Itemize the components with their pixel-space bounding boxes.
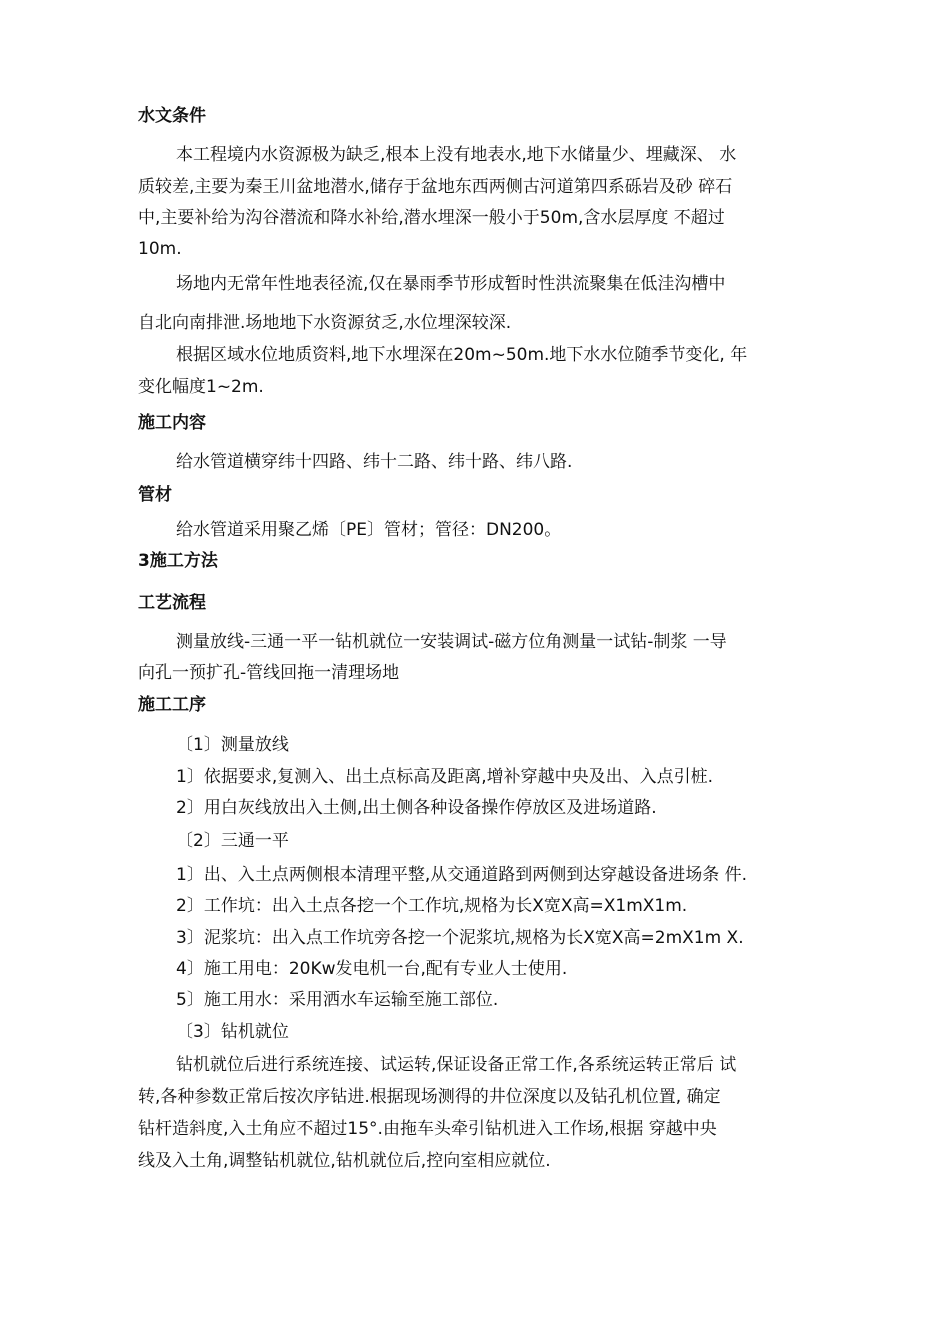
heading-pipe-material: 管材	[138, 485, 172, 505]
paragraph-line: 10m.	[138, 239, 182, 259]
list-item: 2〕用白灰线放出入土侧,出土侧各种设备操作停放区及进场道路.	[176, 798, 657, 818]
subheading-step-1: 〔1〕测量放线	[176, 735, 289, 755]
subheading-step-3: 〔3〕钻机就位	[176, 1022, 289, 1042]
paragraph-line: 自北向南排泄.场地地下水资源贫乏,水位埋深较深.	[138, 313, 512, 333]
list-item: 3〕泥浆坑：出入点工作坑旁各挖一个泥浆坑,规格为长X宽X高=2mX1m X.	[176, 928, 744, 948]
paragraph-line: 给水管道采用聚乙烯〔PE〕管材；管径：DN200。	[176, 520, 562, 540]
paragraph-line: 质较差,主要为秦王川盆地潜水,储存于盆地东西两侧古河道第四系砾岩及砂 碎石	[138, 177, 733, 197]
heading-process-flow: 工艺流程	[138, 593, 206, 613]
list-item: 5〕施工用水：采用洒水车运输至施工部位.	[176, 990, 499, 1010]
paragraph-line: 钻杆造斜度,入土角应不超过15°.由拖车头牵引钻机进入工作场,根据 穿越中央	[138, 1119, 717, 1139]
list-item: 1〕依据要求,复测入、出土点标高及距离,增补穿越中央及出、入点引桩.	[176, 767, 714, 787]
paragraph-line: 钻机就位后进行系统连接、试运转,保证设备正常工作,各系统运转正常后 试	[176, 1055, 737, 1075]
paragraph-line: 变化幅度1~2m.	[138, 377, 264, 397]
list-item: 2〕工作坑：出入土点各挖一个工作坑,规格为长X宽X高=X1mX1m.	[176, 896, 688, 916]
paragraph-line: 向孔一预扩孔-管线回拖一清理场地	[138, 663, 400, 683]
paragraph-line: 线及入土角,调整钻机就位,钻机就位后,控向室相应就位.	[138, 1151, 551, 1171]
paragraph-line: 测量放线-三通一平一钻机就位一安装调试-磁方位角测量一试钻-制浆 一导	[176, 632, 727, 652]
paragraph-line: 根据区域水位地质资料,地下水埋深在20m~50m.地下水水位随季节变化, 年	[176, 345, 748, 365]
heading-construction-content: 施工内容	[138, 413, 206, 433]
list-item: 1〕出、入土点两侧根本清理平整,从交通道路到两侧到达穿越设备进场条 件.	[176, 865, 748, 885]
heading-construction-method: 3施工方法	[138, 551, 218, 571]
paragraph-line: 中,主要补给为沟谷潜流和降水补给,潜水埋深一般小于50m,含水层厚度 不超过	[138, 208, 725, 228]
list-item: 4〕施工用电：20Kw发电机一台,配有专业人士使用.	[176, 959, 568, 979]
paragraph-line: 转,各种参数正常后按次序钻进.根据现场测得的井位深度以及钻孔机位置, 确定	[138, 1087, 721, 1107]
heading-procedure: 施工工序	[138, 695, 206, 715]
subheading-step-2: 〔2〕三通一平	[176, 831, 289, 851]
paragraph-line: 本工程境内水资源极为缺乏,根本上没有地表水,地下水储量少、埋藏深、 水	[176, 145, 737, 165]
paragraph-line: 场地内无常年性地表径流,仅在暴雨季节形成暂时性洪流聚集在低洼沟槽中	[176, 274, 726, 294]
heading-hydrology: 水文条件	[138, 106, 206, 126]
paragraph-line: 给水管道横穿纬十四路、纬十二路、纬十路、纬八路.	[176, 452, 573, 472]
